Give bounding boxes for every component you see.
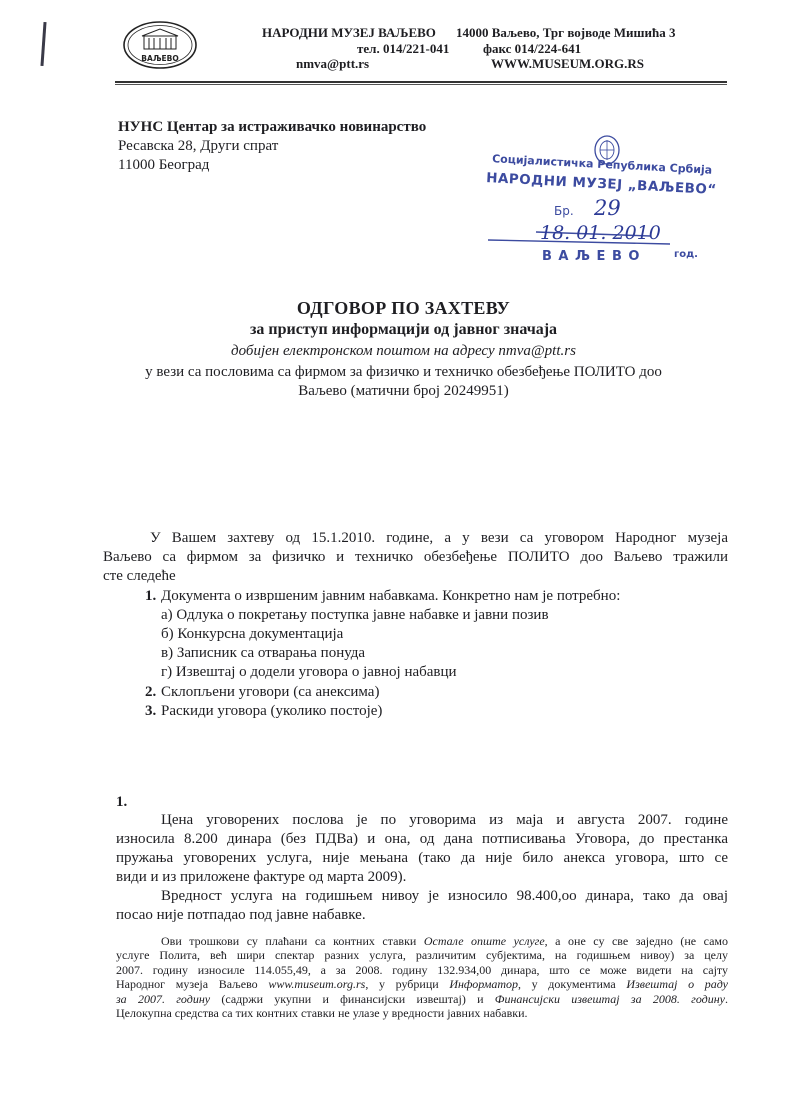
list-subitem-d: г) Извештај о додели уговора о јавној набавци xyxy=(161,664,457,680)
note-account-item: Остале опште услуге xyxy=(423,934,545,948)
museum-logo-icon xyxy=(122,20,198,70)
list-subitem-c: в) Записник са отварања понуда xyxy=(161,645,366,661)
note-line-4 xyxy=(116,977,728,992)
list-item-1: Документа о извршеним јавним набавкама. Конкретно нам је потребно: xyxy=(161,588,621,604)
header-phone: тел. 014/221-041 xyxy=(357,41,450,56)
doc-title: ОДГОВОР ПО ЗАХТЕВУ xyxy=(296,298,511,318)
logo-city-text: ВАЉЕВО xyxy=(141,54,179,63)
header-email: nmva@ptt.rs xyxy=(296,56,370,71)
list-item-2: Склопљени уговори (са анексима) xyxy=(161,684,380,700)
answer-p1-line-1: Цена уговорених послова је по уговорима из маја и августа 2007. године xyxy=(161,812,728,828)
note-line-5-end: . xyxy=(725,992,729,1006)
list-item-2-number: 2. xyxy=(145,684,157,700)
list-item-1-number: 1. xyxy=(145,588,157,604)
list-subitem-a: а) Одлука о покретању поступка јавне набавке и јавни позив xyxy=(161,607,549,623)
intro-line-1: У Вашем захтеву од 15.1.2010. године, а у вези са уговором Народног музеја xyxy=(150,530,728,546)
note-work-report: Извештај о раду xyxy=(626,977,729,991)
note-informator: Информатор xyxy=(449,977,519,991)
note-line-2: услуге Полита, већ шири спектар разних услуга, различитим субјектима, на годишњем нивоу) за целу xyxy=(116,948,728,962)
doc-subtitle: за приступ информацији од јавног значаја xyxy=(249,321,558,338)
note-financial-report: Финансијски извештај за 2008. годину xyxy=(494,992,726,1006)
intro-line-3: сте следеће xyxy=(103,568,176,584)
note-year-2007: за 2007. годину xyxy=(116,992,211,1006)
stamp-museum: НАРОДНИ МУЗЕЈ „ВАЉЕВО“ xyxy=(485,169,718,199)
header-divider xyxy=(115,81,727,83)
header-institution: НАРОДНИ МУЗЕЈ ВАЉЕВО xyxy=(262,25,436,40)
note-website-link[interactable]: www.museum.org.rs xyxy=(268,977,366,991)
note-line-1-text: Ови трошкови су плаћани са контних ставки xyxy=(161,934,424,948)
recipient-street: Ресавска 28, Други спрат xyxy=(118,138,279,154)
answer-section-number: 1. xyxy=(116,794,128,810)
stamp-god: год. xyxy=(674,249,698,260)
header-divider-thin xyxy=(115,84,727,85)
note-line-1 xyxy=(161,934,728,949)
stamp-date: 18. 01. 2010 xyxy=(540,222,661,244)
stamp-republic: Социјалистичка Република Србија xyxy=(491,152,713,177)
note-line-1-end: , а оне су све заједно (не само xyxy=(544,934,728,948)
header-address: 14000 Ваљево, Трг војводе Мишића 3 xyxy=(456,25,676,40)
registry-stamp xyxy=(480,132,720,277)
list-item-3-number: 3. xyxy=(145,703,157,719)
recipient-name: НУНС Центар за истраживачко новинарство xyxy=(118,119,427,135)
stamp-br-label: Бр. xyxy=(554,204,574,218)
doc-regarding-cont: Ваљево (матични број 20249951) xyxy=(298,383,509,399)
museum-logo xyxy=(122,20,198,70)
note-line-3: 2007. годину износиле 114.055,49, а за 2008. годину 132.934,00 динара, што се може видети на сајту xyxy=(116,963,728,977)
note-line-4-docs: , у документима xyxy=(518,977,627,991)
stamp-number: 29 xyxy=(594,196,621,220)
answer-p2-line-2: посао није потпадао под јавне набавке. xyxy=(116,907,366,923)
answer-p1-line-2: износила 8.200 динара (без ПДВа) и она, од дана потписивања Уговора, до престанка xyxy=(116,831,728,847)
header-fax: факс 014/224-641 xyxy=(483,41,582,56)
margin-pen-mark xyxy=(40,22,46,66)
note-line-4-text: Народног музеја Ваљево xyxy=(116,977,269,991)
answer-p1-line-4: види и из приложене фактуре од марта 2009). xyxy=(116,869,407,885)
header-website: WWW.MUSEUM.ORG.RS xyxy=(491,56,645,71)
answer-p1-line-3: пружања уговорених услуга, није мењана (тако да није било анекса уговора, што се xyxy=(116,850,728,866)
doc-regarding: у вези са пословима са фирмом за физичко и техничко обезбеђење ПОЛИТО доо xyxy=(145,364,662,380)
answer-p2-line-1: Вредност услуга на годишњем нивоу је износило 98.400,оо динара, тако да овај xyxy=(161,888,728,904)
intro-line-2: Ваљево са фирмом за физичко и техничко обезбеђење ПОЛИТО доо Ваљево тражили xyxy=(103,549,728,565)
note-line-4-mid: , у рубрици xyxy=(365,977,450,991)
note-line-5-text: (садржи укупни и финансијски извештај) и xyxy=(210,992,495,1006)
list-subitem-b: б) Конкурсна документација xyxy=(161,626,344,642)
note-line-5 xyxy=(116,992,728,1007)
list-item-3: Раскиди уговора (уколико постоје) xyxy=(161,703,383,719)
stamp-city: В А Љ Е В О xyxy=(542,249,641,264)
doc-received-via: добијен електронском поштом на адресу nmva@ptt.rs xyxy=(231,343,576,359)
recipient-city: 11000 Београд xyxy=(118,157,210,173)
note-line-6: Целокупна средства са тих контних ставки не улазе у вредности јавних набавки. xyxy=(116,1006,528,1020)
